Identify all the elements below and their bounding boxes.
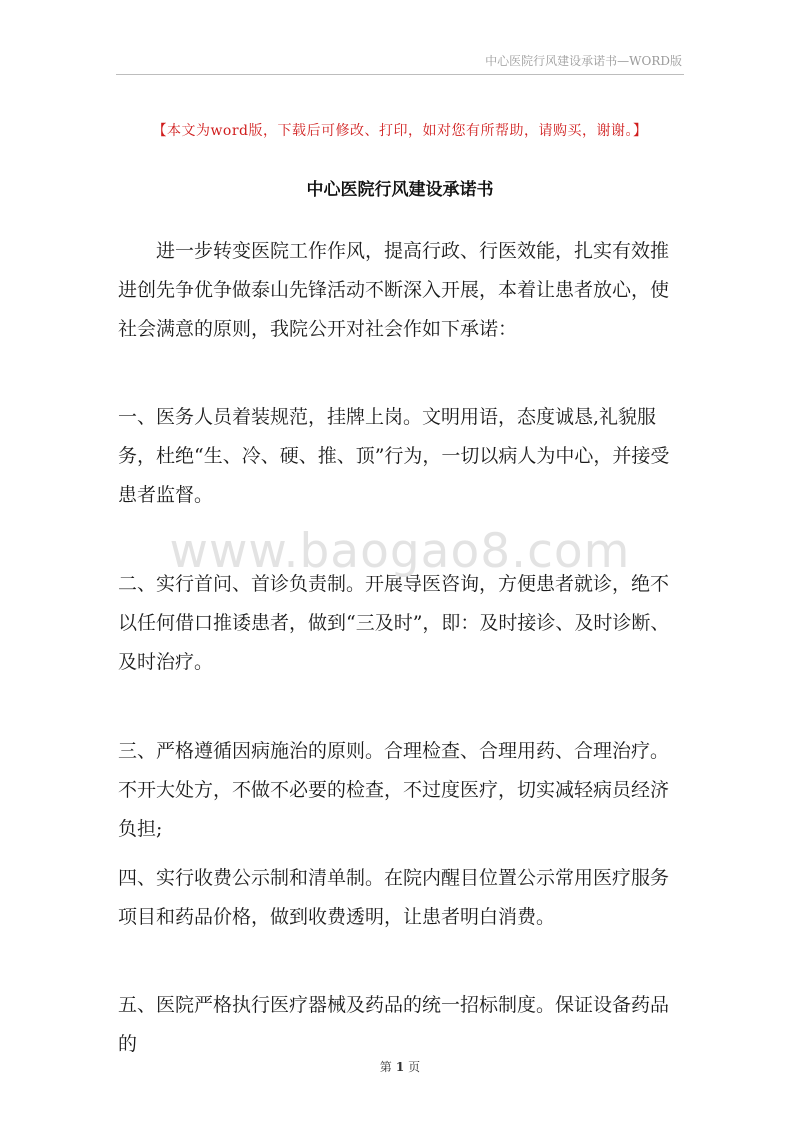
- commitment-paragraph-3: 三、严格遵循因病施治的原则。合理检查、合理用药、合理治疗。不开大处方，不做不必要的检查，不过度医疗，切实减轻病员经济负担;: [118, 740, 670, 840]
- commitment-paragraph-5: 五、医院严格执行医疗器械及药品的统一招标制度。保证设备药品的: [118, 994, 670, 1055]
- commitment-paragraph-1: 一、医务人员着装规范，挂牌上岗。文明用语，态度诚恳,礼貌服务，杜绝“生、冷、硬、推、顶”行为，一切以病人为中心，并接受患者监督。: [118, 406, 670, 506]
- commitment-paragraph-2: 二、实行首问、首诊负责制。开展导医咨询，方便患者就诊，绝不以任何借口推诿患者，做到“三及时”，即：及时接诊、及时诊断、及时治疗。: [118, 573, 670, 673]
- watermark: www.baogao8.com: [169, 524, 631, 579]
- commitment-paragraph-4: 四、实行收费公示制和清单制。在院内醒目位置公示常用医疗服务项目和药品价格，做到收费透明，让患者明白消费。: [118, 867, 670, 928]
- page-number: 1: [395, 1060, 405, 1074]
- document-title: 中心医院行风建设承诺书: [306, 180, 494, 200]
- running-header-text: 中心医院行风建设承诺书—WORD版: [485, 54, 682, 68]
- page-prefix: 第: [379, 1060, 392, 1074]
- intro-paragraph: 进一步转变医院工作作风，提高行政、行医效能，扎实有效推进创先争优争做泰山先锋活动不断深入开展，本着让患者放心，使社会满意的原则，我院公开对社会作如下承诺：: [118, 240, 670, 340]
- page-footer: [0, 1058, 800, 1075]
- purchase-notice: 【本文为word版，下载后可修改、打印，如对您有所帮助，请购买，谢谢。】: [152, 123, 648, 139]
- header-divider: [116, 74, 684, 75]
- page-suffix: 页: [408, 1060, 421, 1074]
